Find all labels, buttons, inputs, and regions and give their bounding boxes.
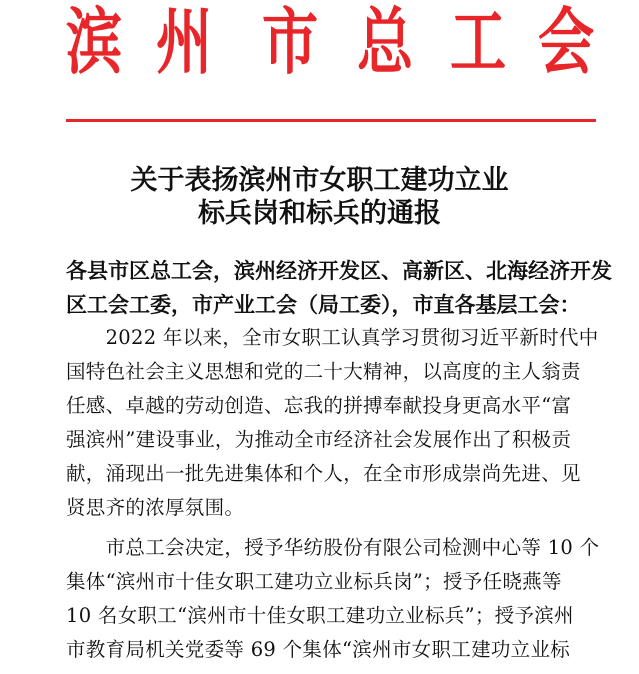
body-line: 市总工会决定，授予华纺股份有限公司检测中心等 10 个 <box>66 536 600 559</box>
body-line: 2022 年以来，全市女职工认真学习贯彻习近平新时代中 <box>66 326 599 349</box>
letterhead-divider <box>66 119 596 122</box>
document-title-line-1: 关于表扬滨州市女职工建功立业 <box>130 165 509 196</box>
letterhead-char: 总 <box>357 0 414 84</box>
body-line: 10 名女职工“滨州市十佳女职工建功立业标兵”；授予滨州 <box>66 604 574 627</box>
body-line: 市教育局机关党委等 69 个集体“滨州市女职工建功立业标 <box>66 638 571 661</box>
letterhead-char: 市 <box>262 0 319 84</box>
letterhead-char: 滨 <box>66 0 123 84</box>
body-line: 集体“滨州市十佳女职工建功立业标兵岗”；授予任晓燕等 <box>66 570 562 593</box>
letterhead-char: 工 <box>450 0 507 84</box>
addressee-line-1: 各县市区总工会，滨州经济开发区、高新区、北海经济开发 <box>66 258 612 283</box>
body-line: 献，涌现出一批先进集体和个人，在全市形成崇尚先进、见 <box>66 462 581 485</box>
letterhead-char: 州 <box>156 0 213 84</box>
body-line: 贤思齐的浓厚氛围。 <box>66 496 245 519</box>
document-title-line-2: 标兵岗和标兵的通报 <box>198 198 441 229</box>
addressee-line-2: 区工会工委，市产业工会（局工委），市直各基层工会： <box>66 292 581 317</box>
letterhead <box>0 0 639 90</box>
body-line: 任感、卓越的劳动创造、忘我的拼搏奉献投身更高水平“富 <box>66 394 572 417</box>
body-line: 国特色社会主义思想和党的二十大精神，以高度的主人翁责 <box>66 360 581 383</box>
letterhead-char: 会 <box>538 0 595 84</box>
body-line: 强滨州”建设事业，为推动全市经济社会发展作出了积极贡 <box>66 428 572 451</box>
